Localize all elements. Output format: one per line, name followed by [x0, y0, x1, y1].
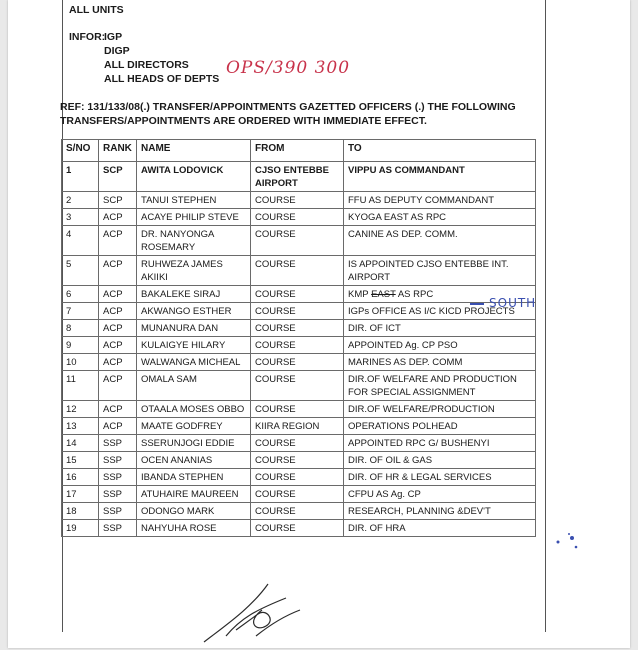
table-row — [62, 435, 536, 452]
cell-to: APPOINTED Ag. CP PSO — [344, 337, 536, 354]
cell-to: OPERATIONS POLHEAD — [344, 418, 536, 435]
cell-to: CFPU AS Ag. CP — [344, 486, 536, 503]
cell-name: DR. NANYONGA ROSEMARY — [137, 226, 251, 256]
cell-name: ATUHAIRE MAUREEN — [137, 486, 251, 503]
cell-to: IGPs OFFICE AS I/C KICD PROJECTS — [344, 303, 536, 320]
cell-from: COURSE — [251, 469, 344, 486]
cell-from: COURSE — [251, 286, 344, 303]
cell-rank: ACP — [99, 401, 137, 418]
cell-from: COURSE — [251, 401, 344, 418]
handwritten-note — [470, 296, 536, 310]
cell-sno: 2 — [62, 192, 99, 209]
cell-name: NAHYUHA ROSE — [137, 520, 251, 537]
table-row — [62, 401, 536, 418]
table-row — [62, 337, 536, 354]
cell-rank: ACP — [99, 209, 137, 226]
cell-to: IS APPOINTED CJSO ENTEBBE INT. AIRPORT — [344, 256, 536, 286]
cell-to: APPOINTED RPC G/ BUSHENYI — [344, 435, 536, 452]
cell-from: COURSE — [251, 256, 344, 286]
cell-from: COURSE — [251, 209, 344, 226]
cell-name: TANUI STEPHEN — [137, 192, 251, 209]
column-header-sno: S/NO — [62, 140, 99, 162]
cell-from: COURSE — [251, 192, 344, 209]
table-row — [62, 452, 536, 469]
cell-to: DIR. OF OIL & GAS — [344, 452, 536, 469]
cell-name: ODONGO MARK — [137, 503, 251, 520]
table-row — [62, 226, 536, 256]
infor-item: IGP — [104, 31, 123, 43]
cell-sno: 6 — [62, 286, 99, 303]
cell-name: KULAIGYE HILARY — [137, 337, 251, 354]
cell-from: COURSE — [251, 371, 344, 401]
cell-to: MARINES AS DEP. COMM — [344, 354, 536, 371]
cell-sno: 9 — [62, 337, 99, 354]
cell-rank: ACP — [99, 337, 137, 354]
cell-rank: ACP — [99, 371, 137, 401]
infor-item: DIGP — [104, 45, 130, 57]
cell-to: DIR. OF HRA — [344, 520, 536, 537]
cell-name: MAATE GODFREY — [137, 418, 251, 435]
cell-rank: ACP — [99, 303, 137, 320]
infor-item: ALL DIRECTORS — [104, 59, 189, 71]
cell-from: CJSO ENTEBBE AIRPORT — [251, 162, 344, 192]
cell-from: COURSE — [251, 226, 344, 256]
table-row — [62, 503, 536, 520]
cell-rank: SSP — [99, 435, 137, 452]
cell-rank: ACP — [99, 320, 137, 337]
cell-from: COURSE — [251, 486, 344, 503]
transfers-table — [61, 139, 536, 537]
ink-specks — [552, 530, 586, 554]
cell-rank: SCP — [99, 192, 137, 209]
cell-rank: ACP — [99, 226, 137, 256]
cell-rank: ACP — [99, 418, 137, 435]
cell-rank: SSP — [99, 520, 137, 537]
cell-rank: SSP — [99, 452, 137, 469]
cell-rank: ACP — [99, 286, 137, 303]
table-row — [62, 371, 536, 401]
cell-from: COURSE — [251, 320, 344, 337]
cell-rank: ACP — [99, 354, 137, 371]
cell-name: OTAALA MOSES OBBO — [137, 401, 251, 418]
cell-to: RESEARCH, PLANNING &DEV'T — [344, 503, 536, 520]
table-header-row — [62, 140, 536, 162]
table-row — [62, 286, 536, 303]
cell-from: COURSE — [251, 435, 344, 452]
column-header-to: TO — [344, 140, 536, 162]
cell-rank: ACP — [99, 256, 137, 286]
table-row — [62, 192, 536, 209]
cell-from: COURSE — [251, 520, 344, 537]
struck-text: EAST — [371, 289, 396, 300]
table-row — [62, 320, 536, 337]
table-row — [62, 469, 536, 486]
cell-from: COURSE — [251, 303, 344, 320]
cell-sno: 5 — [62, 256, 99, 286]
cell-name: AWITA LODOVICK — [137, 162, 251, 192]
cell-rank: SSP — [99, 486, 137, 503]
cell-sno: 14 — [62, 435, 99, 452]
table-row — [62, 354, 536, 371]
column-header-rank: RANK — [99, 140, 137, 162]
cell-sno: 13 — [62, 418, 99, 435]
cell-to: DIR. OF HR & LEGAL SERVICES — [344, 469, 536, 486]
column-header-name: NAME — [137, 140, 251, 162]
cell-name: SSERUNJOGI EDDIE — [137, 435, 251, 452]
cell-sno: 7 — [62, 303, 99, 320]
cell-rank: SSP — [99, 503, 137, 520]
table-row — [62, 418, 536, 435]
cell-sno: 17 — [62, 486, 99, 503]
cell-from: COURSE — [251, 503, 344, 520]
cell-to: VIPPU AS COMMANDANT — [344, 162, 536, 192]
cell-sno: 19 — [62, 520, 99, 537]
cell-to: FFU AS DEPUTY COMMANDANT — [344, 192, 536, 209]
cell-sno: 11 — [62, 371, 99, 401]
handwritten-reference: OPS/390 300 — [226, 58, 351, 78]
table-row — [62, 209, 536, 226]
cell-name: RUHWEZA JAMES AKIIKI — [137, 256, 251, 286]
handwritten-note-text: SOUTH — [489, 296, 537, 310]
table-row — [62, 303, 536, 320]
cell-name: WALWANGA MICHEAL — [137, 354, 251, 371]
cell-sno: 10 — [62, 354, 99, 371]
cell-to: DIR.OF WELFARE/PRODUCTION — [344, 401, 536, 418]
column-header-from: FROM — [251, 140, 344, 162]
cell-name: OMALA SAM — [137, 371, 251, 401]
cell-to: DIR. OF ICT — [344, 320, 536, 337]
cell-from: COURSE — [251, 452, 344, 469]
signature-scribble — [196, 570, 306, 650]
cell-from: COURSE — [251, 337, 344, 354]
cell-sno: 16 — [62, 469, 99, 486]
infor-item: ALL HEADS OF DEPTS — [104, 73, 220, 85]
cell-rank: SSP — [99, 469, 137, 486]
reference-text: REF: 131/133/08(.) TRANSFER/APPOINTMENTS GAZETTED OFFICERS (.) THE FOLLOWING TRANSFERS/APPOINTMENTS ARE ORDERED WITH IMMEDIATE EFFECT. — [60, 101, 516, 127]
cell-sno: 12 — [62, 401, 99, 418]
infor-label: INFOR: — [69, 31, 106, 43]
cell-to: DIR.OF WELFARE AND PRODUCTION FOR SPECIAL ASSIGNMENT — [344, 371, 536, 401]
cell-to-text: KMP — [348, 289, 372, 300]
cell-from: COURSE — [251, 354, 344, 371]
table-row — [62, 520, 536, 537]
table-row — [62, 162, 536, 192]
cell-sno: 3 — [62, 209, 99, 226]
table-row — [62, 486, 536, 503]
cell-to: CANINE AS DEP. COMM. — [344, 226, 536, 256]
cell-name: AKWANGO ESTHER — [137, 303, 251, 320]
cell-name: BAKALEKE SIRAJ — [137, 286, 251, 303]
cell-sno: 15 — [62, 452, 99, 469]
cell-name: OCEN ANANIAS — [137, 452, 251, 469]
cell-sno: 18 — [62, 503, 99, 520]
addressee: ALL UNITS — [69, 4, 124, 16]
cell-sno: 1 — [62, 162, 99, 192]
table-row — [62, 256, 536, 286]
cell-sno: 8 — [62, 320, 99, 337]
cell-rank: SCP — [99, 162, 137, 192]
cell-name: ACAYE PHILIP STEVE — [137, 209, 251, 226]
cell-to-text: AS RPC — [395, 289, 434, 300]
cell-name: IBANDA STEPHEN — [137, 469, 251, 486]
cell-name: MUNANURA DAN — [137, 320, 251, 337]
cell-from: KIIRA REGION — [251, 418, 344, 435]
cell-to: KYOGA EAST AS RPC — [344, 209, 536, 226]
cell-sno: 4 — [62, 226, 99, 256]
